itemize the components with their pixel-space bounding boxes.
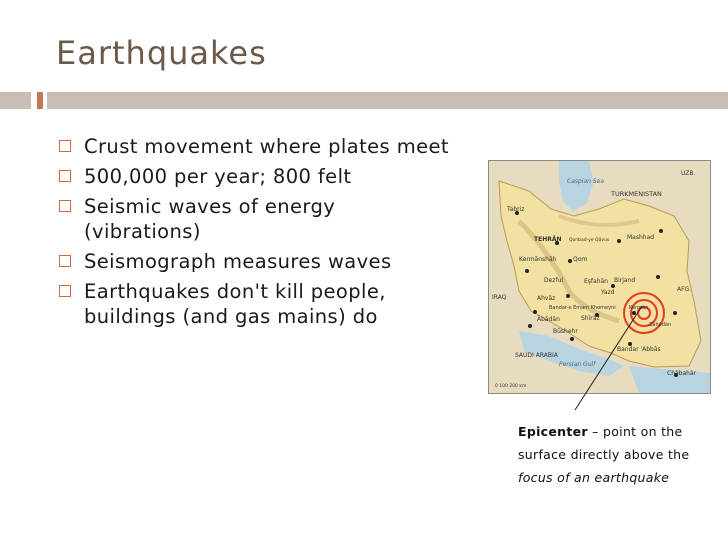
list-item: 500,000 per year; 800 felt (55, 164, 455, 189)
svg-text:Bandar-e Emam Khomeyni: Bandar-e Emam Khomeyni (549, 305, 616, 311)
svg-text:Zāhedān: Zāhedān (649, 322, 672, 328)
svg-text:Caspian Sea: Caspian Sea (567, 178, 605, 185)
svg-text:Chābahār: Chābahār (667, 370, 697, 377)
svg-text:Eşfahān: Eşfahān (584, 278, 608, 285)
epicenter-caption (518, 420, 708, 489)
svg-text:Kermānshāh: Kermānshāh (519, 256, 557, 263)
svg-text:AFG.: AFG. (677, 286, 692, 293)
list-item: Seismic waves of energy (vibrations) (55, 194, 455, 244)
svg-text:Tabriz: Tabriz (507, 206, 525, 213)
list-item: Earthquakes don't kill people, buildings (and gas mains) do (55, 279, 455, 329)
svg-text:Qonbad-ye Qāvus: Qonbad-ye Qāvus (569, 238, 610, 243)
svg-text:Būshehr: Būshehr (553, 328, 578, 335)
svg-text:Kermān: Kermān (629, 305, 649, 311)
svg-text:Dezful: Dezful (544, 277, 564, 284)
svg-text:Qom: Qom (573, 256, 588, 263)
svg-text:Ābādān: Ābādān (537, 316, 560, 323)
list-item: Crust movement where plates meet (55, 134, 455, 159)
caption-text: – point on the surface directly above the (518, 424, 690, 462)
svg-text:SAUDI ARABIA: SAUDI ARABIA (515, 352, 558, 359)
svg-text:Bandar 'Abbās: Bandar 'Abbās (617, 346, 661, 353)
svg-text:IRAQ: IRAQ (492, 294, 507, 301)
list-item: Seismograph measures waves (55, 249, 455, 274)
svg-text:Birjand: Birjand (614, 277, 636, 284)
svg-text:Persian Gulf: Persian Gulf (559, 361, 596, 368)
svg-text:Ahvāz: Ahvāz (537, 295, 556, 302)
slide-title: Earthquakes (56, 34, 267, 72)
svg-text:Shīrāz: Shīrāz (581, 315, 600, 322)
svg-text:TEHRĀN: TEHRĀN (534, 236, 562, 243)
svg-text:TURKMENISTAN: TURKMENISTAN (611, 190, 662, 198)
svg-text:0 100 200 km: 0 100 200 km (495, 384, 527, 389)
svg-text:UZB.: UZB. (681, 170, 696, 177)
caption-term: Epicenter (518, 424, 588, 439)
svg-text:Yazd: Yazd (601, 289, 615, 296)
svg-text:Mashhad: Mashhad (627, 234, 655, 241)
caption-focus: focus of an earthquake (518, 470, 670, 485)
